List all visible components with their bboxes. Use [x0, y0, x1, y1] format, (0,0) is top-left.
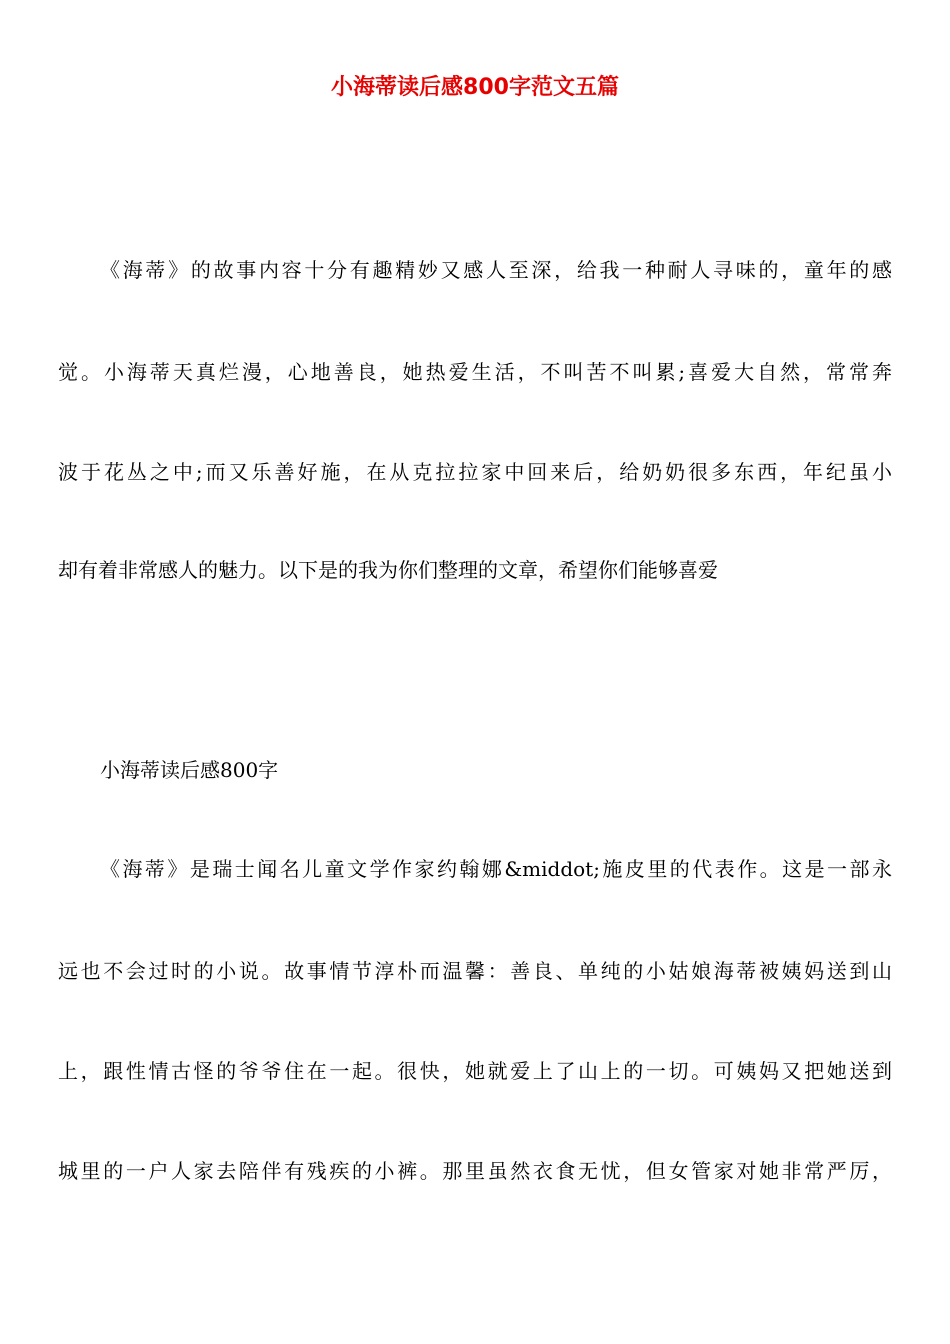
- intro-line-1: 《海蒂》的故事内容十分有趣精妙又感人至深，给我一种耐人寻味的，童年的感: [100, 258, 892, 282]
- section-line-4: 城里的一户人家去陪伴有残疾的小裤。那里虽然衣食无忧，但女管家对她非常严厉，: [58, 1159, 892, 1183]
- section-heading: 小海蒂读后感800字: [100, 758, 279, 782]
- intro-line-2: 觉。小海蒂天真烂漫，心地善良，她热爱生活，不叫苦不叫累;喜爱大自然，常常奔: [58, 360, 892, 384]
- section-line-1: 《海蒂》是瑞士闻名儿童文学作家约翰娜&middot;施皮里的代表作。这是一部永: [100, 857, 892, 881]
- intro-line-4: 却有着非常感人的魅力。以下是的我为你们整理的文章，希望你们能够喜爱: [58, 558, 718, 582]
- document-title: 小海蒂读后感800字范文五篇: [331, 75, 619, 100]
- section-line-2: 远也不会过时的小说。故事情节淳朴而温馨：善良、单纯的小姑娘海蒂被姨妈送到山: [58, 959, 892, 983]
- section-line-3: 上，跟性情古怪的爷爷住在一起。很快，她就爱上了山上的一切。可姨妈又把她送到: [58, 1059, 892, 1083]
- intro-line-3: 波于花丛之中;而又乐善好施，在从克拉拉家中回来后，给奶奶很多东西，年纪虽小: [58, 460, 892, 484]
